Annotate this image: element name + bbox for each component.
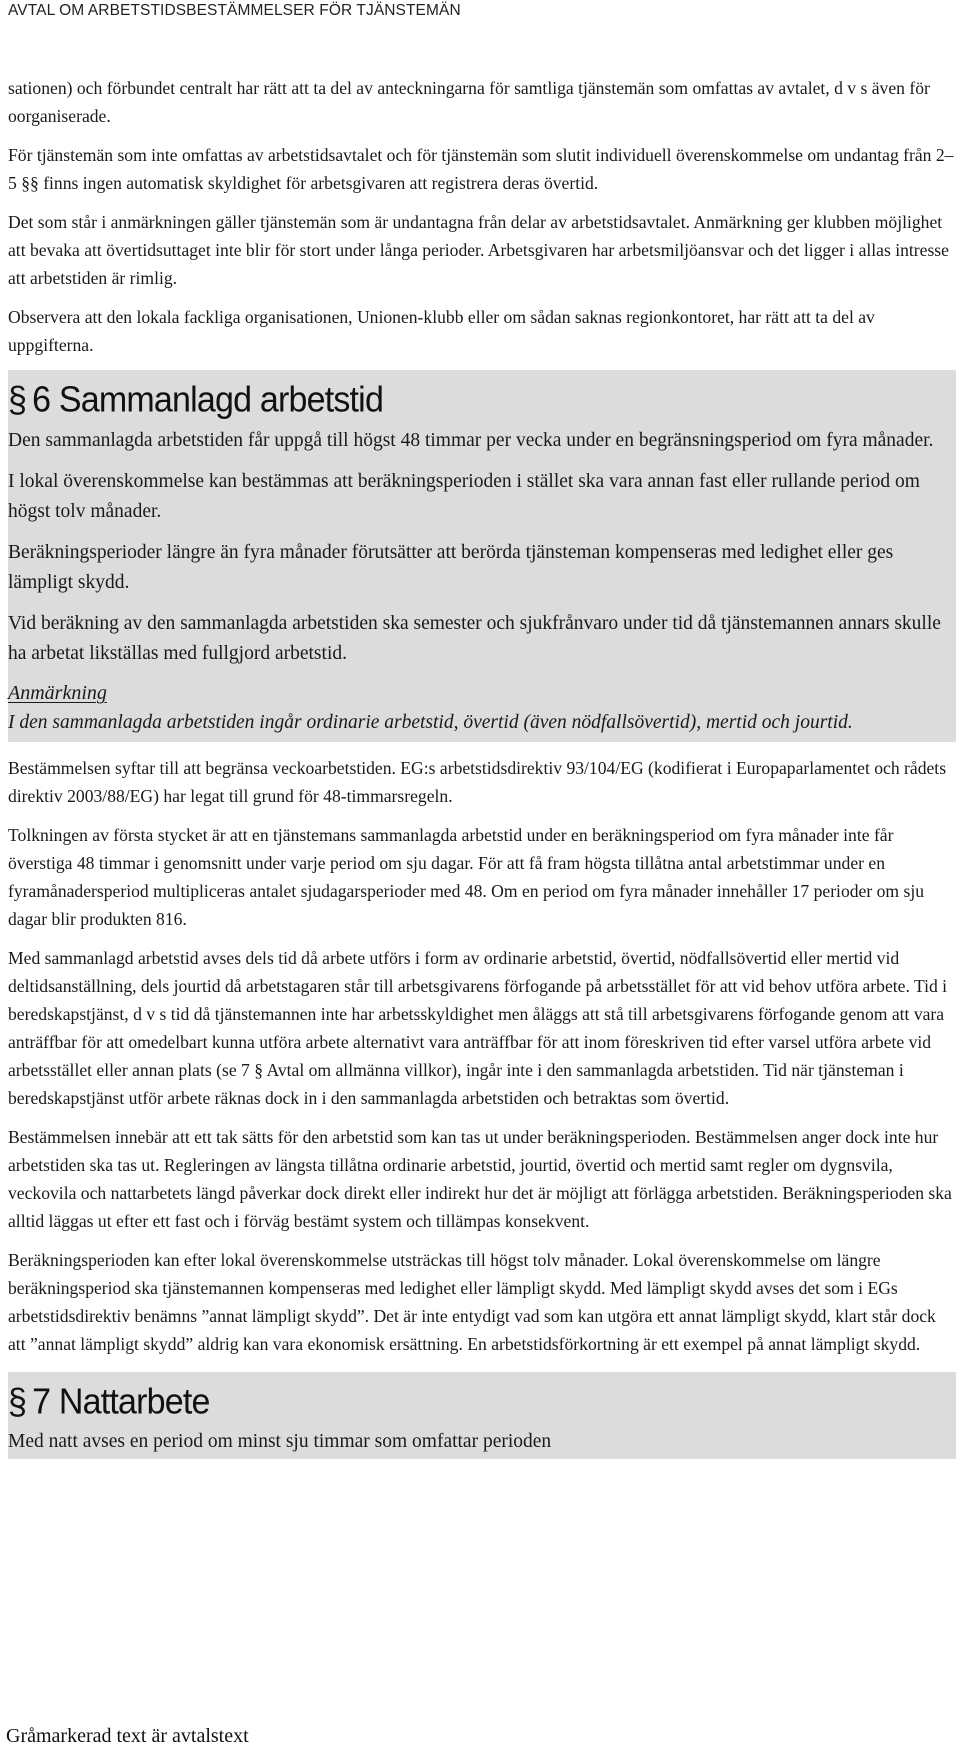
section-symbol: § [8, 1382, 27, 1422]
section-6-paragraph-2: I lokal överenskommelse kan bestämmas att beräkningsperioden i stället ska vara annan fast eller rullande period om högst tolv månader. [8, 470, 920, 522]
section-symbol: § [8, 380, 27, 420]
section-6-paragraph-1: Den sammanlagda arbetstiden får uppgå till högst 48 timmar per vecka under en begränsningsperiod om fyra månader. [8, 430, 934, 451]
commentary-paragraph-4: Bestämmelsen innebär att ett tak sätts för den arbetstid som kan tas ut under beräkningsperioden. Bestämmelsen anger dock inte hur arbetstiden ska tas ut. Regleringen av längsta tillåtna ordinarie arbetstid, jourtid, övertid och mertid samt regler om dygnsvila, veckovila och nattarbetets längd påverkar dock direkt eller indirekt hur det är möjligt att förlägga arbetstiden. Beräkningsperioden ska alltid läggas ut efter ett fast och i förväg bestämt system och tillämpas konsekvent. [8, 1127, 952, 1231]
section-7-agreement-text [8, 1372, 956, 1459]
note-heading: Anmärkning [8, 681, 107, 704]
commentary-paragraph-2: Tolkningen av första stycket är att en tjänstemans sammanlagda arbetstid under en beräkningsperiod om fyra månader inte får överstiga 48 timmar i genomsnitt under varje period om sju dagar. För att få fram högsta tillåtna antal arbetstimmar under en fyramånadersperiod multipliceras antalet sjudagarsperioder med 48. Om en period om fyra månader innehåller 17 perioder om sju dagar blir produkten 816. [8, 825, 925, 929]
section-6-title: 6 Sammanlagd arbetstid [32, 380, 384, 420]
commentary-paragraph-3: Med sammanlagd arbetstid avses dels tid då arbete utförs i form av ordinarie arbetstid, övertid, nödfallsövertid eller mertid vid deltidsanställning, dels jourtid då arbetstagaren står till arbetsgivarens förfogande på arbetsstället för att vid behov utföra arbete. Tid i beredskapstjänst, d v s tid då tjänstemannen inte har arbetsskyldighet men åläggs att stå till arbetsgivarens förfogande genom att vara anträffbar för att omedelbart kunna utföra arbete alternativt vara anträffbar för att inom föreskriven tid efter varsel utföra arbete vid arbetsstället eller annan plats (se 7 § Avtal om allmänna villkor), ingår inte i den sammanlagda arbetstiden. Tid när tjänsteman i beredskapstjänst utför arbete räknas dock in i den sammanlagda arbetstiden och betraktas som övertid. [8, 948, 948, 1108]
running-header: AVTAL OM ARBETSTIDSBESTÄMMELSER FÖR TJÄNSTEMÄN [8, 2, 461, 19]
section-7-heading [8, 1373, 956, 1430]
commentary-paragraph-1: Bestämmelsen syftar till att begränsa veckoarbetstiden. EG:s arbetstidsdirektiv 93/104/EG (kodifierat i Europaparlamentet och rådets direktiv 2003/88/EG) har legat till grund för 48-timmarsregeln. [8, 758, 947, 806]
section-7-paragraph: Med natt avses en period om minst sju timmar som omfattar perioden [8, 1431, 552, 1452]
footer-note: Gråmarkerad text är avtalstext [6, 1725, 249, 1747]
paragraph-intro-2: För tjänstemän som inte omfattas av arbetstidsavtalet och för tjänstemän som slutit individuell överenskommelse om undantag från 2–5 §§ finns ingen automatisk skyldighet för arbetsgivaren att registrera deras övertid. [8, 145, 954, 193]
paragraph-intro-1: sationen) och förbundet centralt har rätt att ta del av anteckningarna för samtliga tjänstemän som omfattas av avtalet, d v s även för oorganiserade. [8, 78, 930, 126]
paragraph-intro-3: Det som står i anmärkningen gäller tjänstemän som är undantagna från delar av arbetstidsavtalet. Anmärkning ger klubben möjlighet att bevaka att övertidsuttaget inte blir för stort under långa perioder. Arbetsgivaren har arbetsmiljöansvar och det ligger i allas intresse att arbetstiden är rimlig. [8, 212, 949, 288]
section-6-paragraph-4: Vid beräkning av den sammanlagda arbetstiden ska semester och sjukfrånvaro under tid då tjänstemannen annars skulle ha arbetat likställas med fullgjord arbetstid. [8, 612, 941, 664]
section-7-title: 7 Nattarbete [32, 1382, 210, 1422]
section-6-agreement-text [8, 370, 956, 742]
commentary-paragraph-5: Beräkningsperioden kan efter lokal överenskommelse utsträckas till högst tolv månader. Lokal överenskommelse om längre beräkningsperiod ska tjänstemannen kompenseras med ledighet eller lämpligt skydd. Med lämpligt skydd avses det som i EGs arbetstidsdirektiv benämns ”annat lämpligt skydd”. Det är inte entydigt vad som kan utgöra ett annat lämpligt skydd, klart står dock att ”annat lämpligt skydd” aldrig kan vara ekonomisk ersättning. En arbetstidsförkortning är ett exempel på annat lämpligt skydd. [8, 1250, 936, 1354]
section-6-heading [8, 371, 956, 428]
section-6-paragraph-3: Beräkningsperioder längre än fyra månader förutsätter att berörda tjänsteman kompenseras med ledighet eller ges lämpligt skydd. [8, 541, 894, 593]
paragraph-intro-4: Observera att den lokala fackliga organisationen, Unionen-klubb eller om sådan saknas regionkontoret, har rätt att ta del av uppgifterna. [8, 307, 875, 355]
note-text: I den sammanlagda arbetstiden ingår ordinarie arbetstid, övertid (även nödfallsövertid), mertid och jourtid. [8, 711, 853, 733]
document-body [8, 74, 954, 1459]
